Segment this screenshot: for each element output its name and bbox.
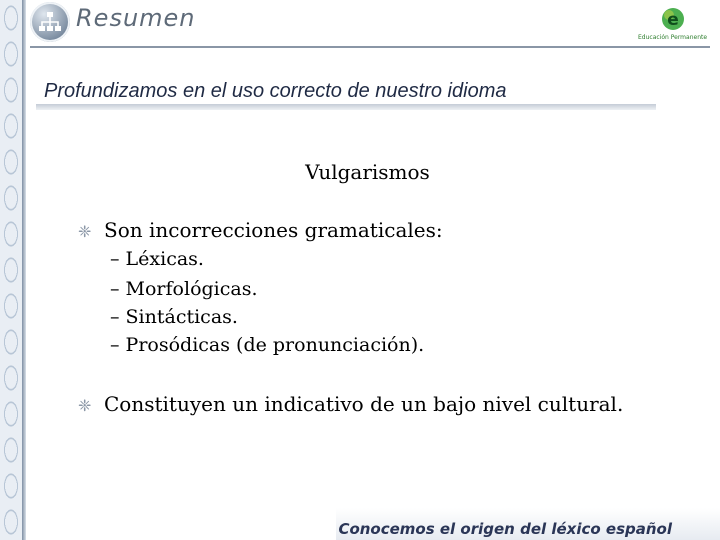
sub-item: – Sintácticas. — [110, 306, 238, 328]
bullet-item — [78, 218, 443, 242]
sitemap-icon — [30, 2, 70, 42]
logo-caption: Educación Permanente — [638, 34, 708, 41]
bullet-text: Constituyen un indicativo de un bajo nivel cultural. — [104, 392, 624, 416]
footer-text: Conocemos el origen del léxico español — [338, 520, 672, 538]
bullet-marker-icon: ❈ — [78, 222, 92, 241]
slide-subtitle: Profundizamos en el uso correcto de nuestro idioma — [44, 80, 507, 102]
left-decorative-strip — [0, 0, 23, 540]
sub-item: – Morfológicas. — [110, 278, 258, 300]
header-title: Resumen — [76, 4, 196, 32]
header-rule — [30, 46, 710, 48]
bullet-marker-icon: ❈ — [78, 396, 92, 415]
sub-item: – Prosódicas (de pronunciación). — [110, 334, 425, 356]
section-title: Vulgarismos — [305, 160, 430, 184]
bullet-item — [78, 392, 623, 416]
bullet-text: Son incorrecciones gramaticales: — [104, 218, 443, 242]
left-edge-border — [22, 0, 26, 540]
sub-item: – Léxicas. — [110, 248, 204, 270]
subtitle-underline — [36, 104, 656, 110]
svg-text:e: e — [667, 10, 679, 30]
